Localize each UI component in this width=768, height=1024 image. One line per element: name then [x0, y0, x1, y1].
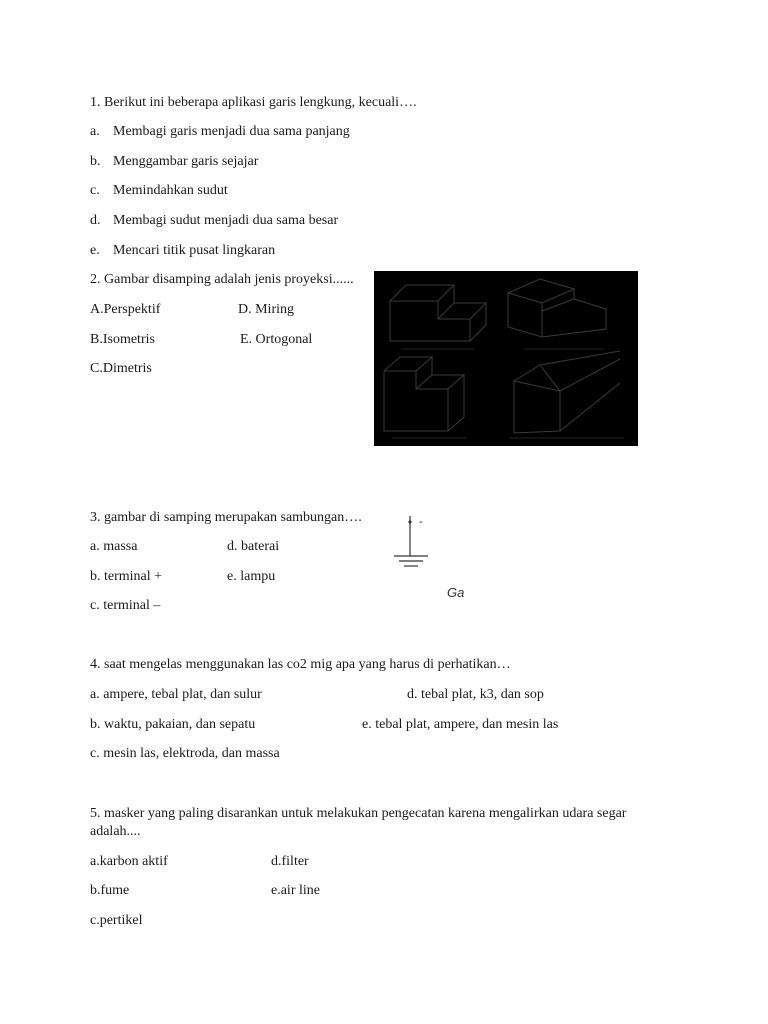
question-1-text: 1. Berikut ini beberapa aplikasi garis lengkung, kecuali…. [90, 95, 417, 110]
ground-symbol-icon [390, 512, 440, 576]
question-1-option-e-text: Mencari titik pusat lingkaran [113, 243, 276, 258]
question-1-option-c-text: Memindahkan sudut [113, 183, 228, 198]
question-5-option-e: e.air line [271, 883, 320, 898]
ground-symbol-caption: Ga [447, 585, 465, 600]
question-3-option-d: d. baterai [227, 539, 280, 554]
question-1-option-b-letter: b. [90, 154, 101, 169]
question-4-text: 4. saat mengelas menggunakan las co2 mig apa yang harus di perhatikan… [90, 657, 511, 672]
question-1-option-b-text: Menggambar garis sejajar [113, 154, 259, 169]
question-5-option-a: a.karbon aktif [90, 854, 168, 869]
question-4-option-b: b. waktu, pakaian, dan sepatu [90, 717, 256, 732]
question-4-option-a: a. ampere, tebal plat, dan sulur [90, 687, 262, 702]
question-2-option-e: E. Ortogonal [240, 332, 313, 347]
question-3-text: 3. gambar di samping merupakan sambungan…. [90, 510, 362, 525]
projection-types-figure [374, 271, 638, 446]
ground-symbol-sign: - [419, 516, 423, 528]
question-2-option-b: B.Isometris [90, 332, 155, 347]
question-4-option-e: e. tebal plat, ampere, dan mesin las [362, 717, 559, 732]
question-3-option-a: a. massa [90, 539, 138, 554]
question-3-option-c: c. terminal – [90, 598, 161, 613]
question-1-option-c-letter: c. [90, 183, 100, 198]
question-1-option-a-text: Membagi garis menjadi dua sama panjang [113, 124, 350, 139]
question-4-option-c: c. mesin las, elektroda, dan massa [90, 746, 280, 761]
question-5-text-line1: 5. masker yang paling disarankan untuk melakukan pengecatan karena mengalirkan udara segar [90, 806, 627, 821]
question-2-text: 2. Gambar disamping adalah jenis proyeksi...... [90, 272, 354, 287]
question-2-option-a: A.Perspektif [90, 302, 161, 317]
question-1-option-e-letter: e. [90, 243, 100, 258]
question-1-option-a-letter: a. [90, 124, 100, 139]
question-5-option-d: d.filter [271, 854, 309, 869]
question-1-option-d-text: Membagi sudut menjadi dua sama besar [113, 213, 339, 228]
question-2-option-d: D. Miring [238, 302, 294, 317]
question-5-text-line2: adalah.... [90, 824, 141, 839]
question-3-option-b: b. terminal + [90, 569, 163, 584]
question-5-option-c: c.pertikel [90, 913, 143, 928]
question-2-option-c: C.Dimetris [90, 361, 152, 376]
question-3-option-e: e. lampu [227, 569, 276, 584]
question-4-option-d: d. tebal plat, k3, dan sop [407, 687, 544, 702]
question-1-option-d-letter: d. [90, 213, 101, 228]
question-5-option-b: b.fume [90, 883, 130, 898]
